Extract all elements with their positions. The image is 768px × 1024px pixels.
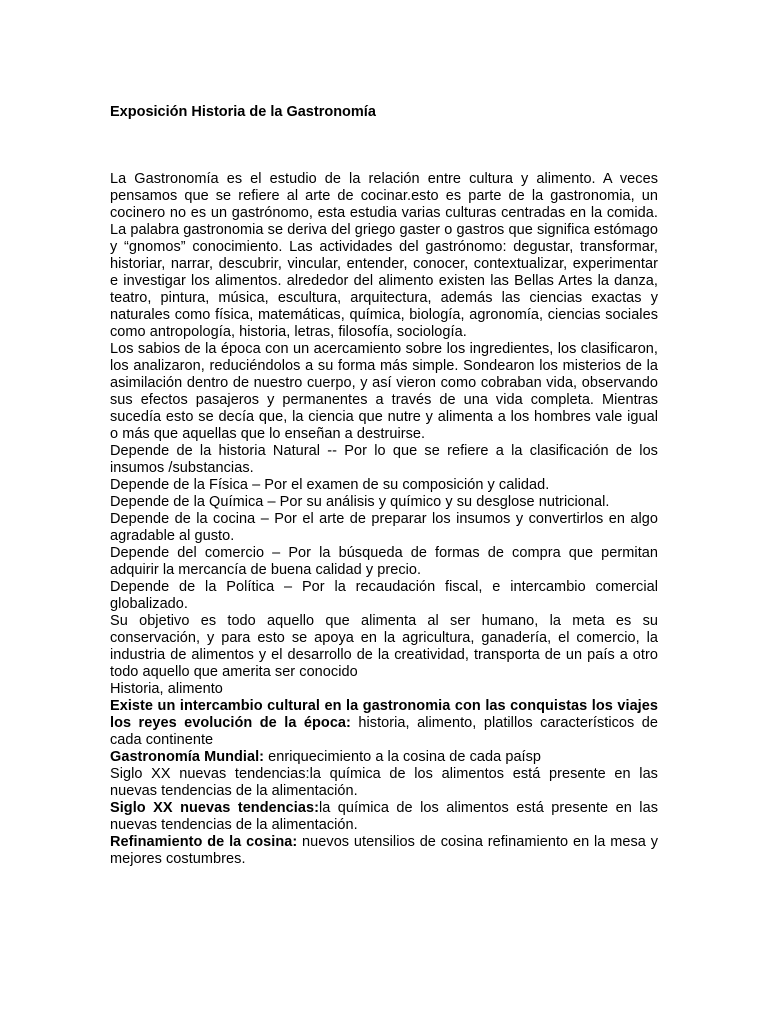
paragraph-text: enriquecimiento a la cosina de cada paísp — [264, 749, 542, 765]
paragraph-text: nuevos utensilios de cosina refinamiento en la mesa y mejores costumbres. — [110, 834, 658, 867]
paragraph-heading: Refinamiento de la cosina: — [110, 834, 298, 850]
paragraph-text: la química de los alimentos está presente en las nuevas tendencias de la alimentación. — [110, 800, 658, 833]
paragraph-heading: Existe un intercambio cultural en la gastronomia con las conquistas los viajes los reyes evolución de la época: — [110, 698, 658, 731]
paragraph-objetivo — [110, 613, 658, 681]
paragraph-depende-politica — [110, 579, 658, 613]
paragraph-intro — [110, 171, 658, 341]
paragraph-text: historia, alimento, platillos característicos de cada continente — [110, 715, 658, 748]
paragraph-depende-fisica — [110, 477, 658, 494]
paragraph-refinamiento — [110, 834, 658, 868]
paragraph-text: Los sabios de la época con un acercamiento sobre los ingredientes, los clasificaron, los analizaron, reduciéndolos a su forma más simple. Sondearon los misterios de la asimilación dentro de nuestro cuerpo, y así vieron como cobraban vida, observando sus efectos pasajeros y permanentes a través de una vida completa. Mientras sucedía esto se decía que, la ciencia que nutre y alimenta a los hombres vale igual o más que aquellas que lo enseñan a destruirse. — [110, 341, 658, 442]
paragraph-text: Historia, alimento — [110, 681, 223, 697]
paragraph-depende-comercio — [110, 545, 658, 579]
paragraph-text: Depende de la historia Natural -- Por lo que se refiere a la clasificación de los insumos /substancias. — [110, 443, 658, 476]
paragraph-depende-historia-natural — [110, 443, 658, 477]
paragraph-text: Depende de la Química – Por su análisis y químico y su desglose nutricional. — [110, 494, 610, 510]
paragraph-text: Su objetivo es todo aquello que alimenta al ser humano, la meta es su conservación, y para esto se apoya en la agricultura, ganadería, el comercio, la industria de alimentos y el desarrollo de la creatividad, transporta de un país a otro todo aquello que amerita ser conocido — [110, 613, 658, 680]
paragraph-sabios — [110, 341, 658, 443]
document-body — [110, 171, 658, 868]
paragraph-siglo-xx-plain — [110, 766, 658, 800]
paragraph-depende-cocina — [110, 511, 658, 545]
document-title: Exposición Historia de la Gastronomía — [110, 104, 376, 120]
paragraph-heading: Gastronomía Mundial: — [110, 749, 265, 765]
paragraph-text: Depende de la Física – Por el examen de su composición y calidad. — [110, 477, 550, 493]
paragraph-heading: Siglo XX nuevas tendencias: — [110, 800, 319, 816]
paragraph-gastronomia-mundial — [110, 749, 658, 766]
paragraph-text: Depende del comercio – Por la búsqueda de formas de compra que permitan adquirir la mercancía de buena calidad y precio. — [110, 545, 658, 578]
paragraph-text: Depende de la Política – Por la recaudación fiscal, e intercambio comercial globalizado. — [110, 579, 658, 612]
paragraph-historia-alimento — [110, 681, 658, 698]
paragraph-text: Depende de la cocina – Por el arte de preparar los insumos y convertirlos en algo agradable al gusto. — [110, 511, 658, 544]
paragraph-depende-quimica — [110, 494, 658, 511]
paragraph-text: La Gastronomía es el estudio de la relación entre cultura y alimento. A veces pensamos que se refiere al arte de cocinar.esto es parte de la gastronomia, un cocinero no es un gastrónomo, esta estudia varias culturas centradas en la comida. La palabra gastronomia se deriva del griego gaster o gastros que significa estómago y “gnomos” conocimiento. Las actividades del gastrónomo: degustar, transformar, historiar, narrar, descubrir, vincular, entender, conocer, contextualizar, experimentar e investigar los alimentos. alrededor del alimento existen las Bellas Artes la danza, teatro, pintura, música, escultura, arquitectura, además las ciencias exactas y naturales como física, matemáticas, química, biología, agronomía, ciencias sociales como antropología, historia, letras, filosofía, sociología. — [110, 171, 658, 340]
paragraph-siglo-xx-bold — [110, 800, 658, 834]
paragraph-text: Siglo XX nuevas tendencias:la química de los alimentos está presente en las nuevas tendencias de la alimentación. — [110, 766, 658, 799]
paragraph-intercambio-cultural — [110, 698, 658, 749]
